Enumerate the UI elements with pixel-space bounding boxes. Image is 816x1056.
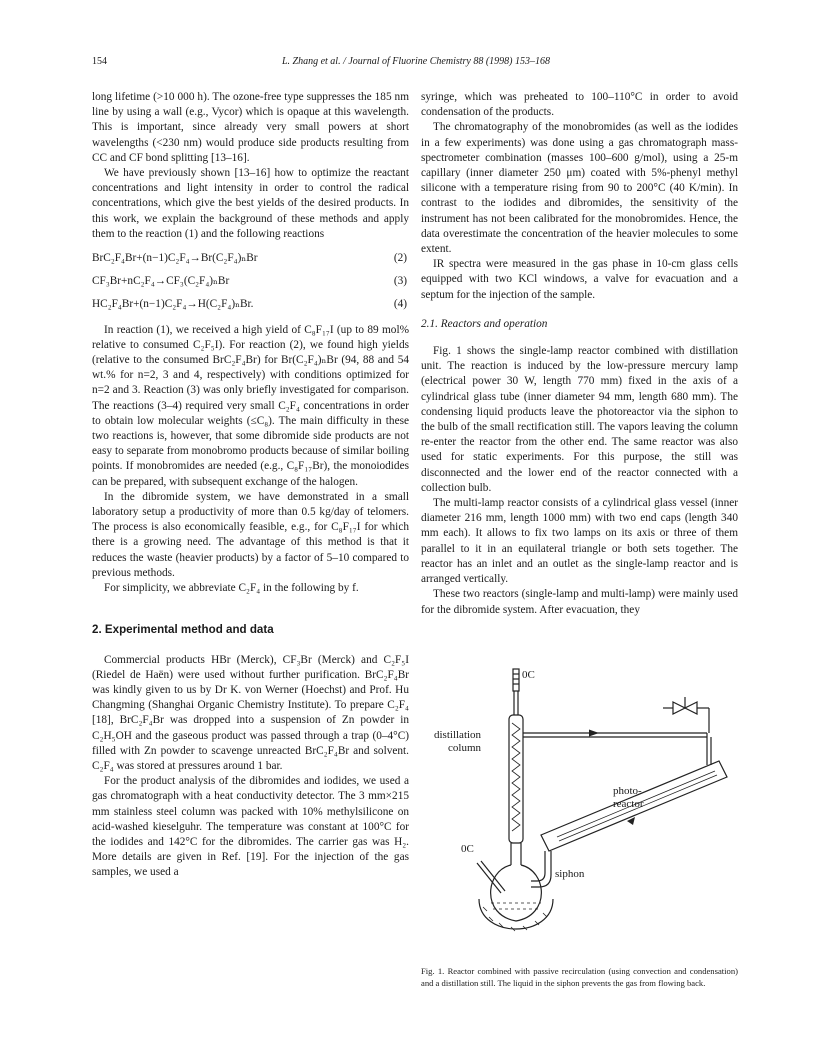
reactor-label: reactor <box>613 798 644 810</box>
page-number: 154 <box>92 56 107 67</box>
paragraph: These two reactors (single-lamp and multi-lamp) were mainly used for the dibromide system. After evacuation, they <box>421 588 738 616</box>
paragraph: In the dibromide system, we have demonstrated in a small laboratory setup a productivity of more than 0.5 kg/day of telomers. The process is also economically feasible, e.g., for C₈F₁₇I for which there is a growing need. The advantage of this method is that it reduces the waste (heavier products) by a factor of 5–10 compared to previous methods. <box>92 490 409 579</box>
subsection-heading: 2.1. Reactors and operation <box>421 317 548 330</box>
thermometer-top <box>513 669 519 691</box>
paragraph: In reaction (1), we received a high yield of C₈F₁₇I (up to 89 mol% relative to consumed C₂F₅I). For reaction (2), we found high yields (relative to the consumed BrC₂F₄Br) for Br(C₂F₄)ₙBr (94, 88 and 54 wt.% for n=2, 3 and 4, respectively) with conditions optimized for n=2 and 3. Reaction (3) was only briefly investigated for comparison. The reactions (3–4) required very small C₂F₄ concentrations in order to obtain low molecular weights (≤C₈). The main difficulty in these two reactions is, however, that some dibromide side products are not easy to separate from monobromo products because of similar boiling points. If monobromides are needed (e.g., C₈F₁₇Br), the monoiodides can be prepared, with subsequent exchange of the halogen. <box>92 323 409 488</box>
equation-3 <box>92 270 409 293</box>
heating-mantle <box>479 899 553 929</box>
thermometer-bottom <box>477 863 501 893</box>
paragraph: We have previously shown [13–16] how to optimize the reactant concentrations and light intensity in order to control the radical concentrations, which give the best yields of the desired products. In this work, we explain the background of these methods and apply them to the reaction (1) and the following reactions <box>92 167 409 240</box>
flow-arrow-icon <box>589 730 599 737</box>
equation-2 <box>92 247 409 270</box>
column-label: column <box>448 742 481 754</box>
paragraph: syringe, which was preheated to 100–110°C in order to avoid condensation of the products. <box>421 91 738 119</box>
equation-text: HC₂F₄Br+(n−1)C₂F₄→H(C₂F₄)ₙBr. <box>92 298 254 311</box>
running-head: L. Zhang et al. / Journal of Fluorine Chemistry 88 (1998) 153–168 <box>281 56 551 67</box>
equation-number: (3) <box>393 275 407 288</box>
equation-block <box>92 247 409 317</box>
paragraph: The multi-lamp reactor consists of a cylindrical glass vessel (inner diameter 216 mm, length 1000 mm) with two end caps (length 340 mm each). It allows to fix two lamps on its axis or three of them parallel to it in an equilateral triangle or both sets together. The reactor has an inlet and an outlet as the single-lamp reactor and is arranged vertically. <box>421 497 738 586</box>
heater-hatching <box>483 907 547 931</box>
distillation-column <box>509 715 523 843</box>
siphon-label: siphon <box>555 868 585 880</box>
temperature-label: 0C <box>461 843 474 855</box>
paragraph: Fig. 1 shows the single-lamp reactor combined with distillation unit. The reaction is induced by the low-pressure mercury lamp (electrical power 30 W, length 770 mm) fixed in the axis of a cylindrical glass tube (inner diameter 94 mm, length 680 mm). The condensing liquid products leave the photoreactor via the siphon to the bulb of the small rectification still. The vapors leaving the column re-enter the reactor from the other end. The same reactor was also used for static experiments. For this purpose, the still was disconnected and the lower end of the reactor connected with a collection bulb. <box>421 345 738 494</box>
thermometer-bottom <box>481 861 505 891</box>
column-packing <box>512 723 520 831</box>
equation-number: (2) <box>393 252 407 265</box>
valve-icon <box>673 702 685 714</box>
page-header <box>92 56 740 72</box>
photo-label: photo- <box>613 785 642 797</box>
temperature-label: 0C <box>522 669 535 681</box>
paragraph: long lifetime (>10 000 h). The ozone-free type suppresses the 185 nm line by using a wall (e.g., Vycor) which is opaque at this wavelength. This is important, since already very small powers at short wavelengths (<230 nm) would produce side products resulting from CC and CF bond splitting [13–16]. <box>92 91 409 164</box>
paragraph: Commercial products HBr (Merck), CF₃Br (Merck) and C₂F₅I (Riedel de Haën) were used without further purification. BrC₂F₄Br was kindly given to us by Dr K. von Werner (Hoechst) and Prof. Hu Changming (Shanghai Organic Chemistry Institute). To prepare C₂F₄ [18], BrC₂F₄Br was dropped into a suspension of Zn powder in C₂H₅OH and the gaseous product was passed through a trap (0–4°C) filled with Zn powder to scavenge unreacted BrC₂F₄Br and solvent. C₂F₄ was stored at pressures around 1 bar. <box>92 653 409 772</box>
paragraph: The chromatography of the monobromides (as well as the iodides in a few experiments) was done using a gas chromatograph mass-spectrometer combination (masses 100–600 g/mol), using a 25-m capillary (inner diameter 250 μm) coated with 5%-phenyl methyl silicone with a temperature rising from 90 to 200°C (40 K/min). In contrast to the iodides and dibromides, the sensitivity of the instrument has not been calibrated for the monobromides. Hence, the data overestimate the concentration of the heavier molecules to some extent. <box>421 121 738 256</box>
equation-number: (4) <box>393 298 407 311</box>
equation-4 <box>92 293 409 316</box>
equation-text: CF₃Br+nC₂F₄→CF₃(C₂F₄)ₙBr <box>92 275 230 288</box>
right-column <box>421 90 738 618</box>
valve-icon <box>685 702 697 714</box>
siphon-tube <box>531 851 545 881</box>
distillation-label: distillation <box>434 729 482 741</box>
figure-1 <box>421 667 738 967</box>
paragraph: IR spectra were measured in the gas phase in 10-cm glass cells equipped with two KCl windows, a valve for evacuation and a septum for the injection of the sample. <box>421 258 738 301</box>
left-column <box>92 90 409 881</box>
still-flask <box>491 865 542 921</box>
paragraph: For simplicity, we abbreviate C₂F₄ in the following by f. <box>104 582 359 595</box>
figure-caption: Fig. 1. Reactor combined with passive recirculation (using convection and condensation) and a distillation still. The liquid in the siphon prevents the gas from flowing back. <box>421 966 738 988</box>
equation-text: BrC₂F₄Br+(n−1)C₂F₄→Br(C₂F₄)ₙBr <box>92 252 258 265</box>
paragraph: For the product analysis of the dibromides and iodides, we used a gas chromatograph with a heat conductivity detector. The 3 mm×215 mm stainless steel column was packed with 10% methylsilicone on acid-washed kieselguhr. The temperature was constant at 100°C for the iodides and 142°C for the dibromides. The carrier gas was H₂. More details are given in Ref. [19]. For the injection of the gas samples, we used a <box>92 775 409 879</box>
reactor-diagram <box>421 667 738 967</box>
section-heading: 2. Experimental method and data <box>92 623 274 637</box>
